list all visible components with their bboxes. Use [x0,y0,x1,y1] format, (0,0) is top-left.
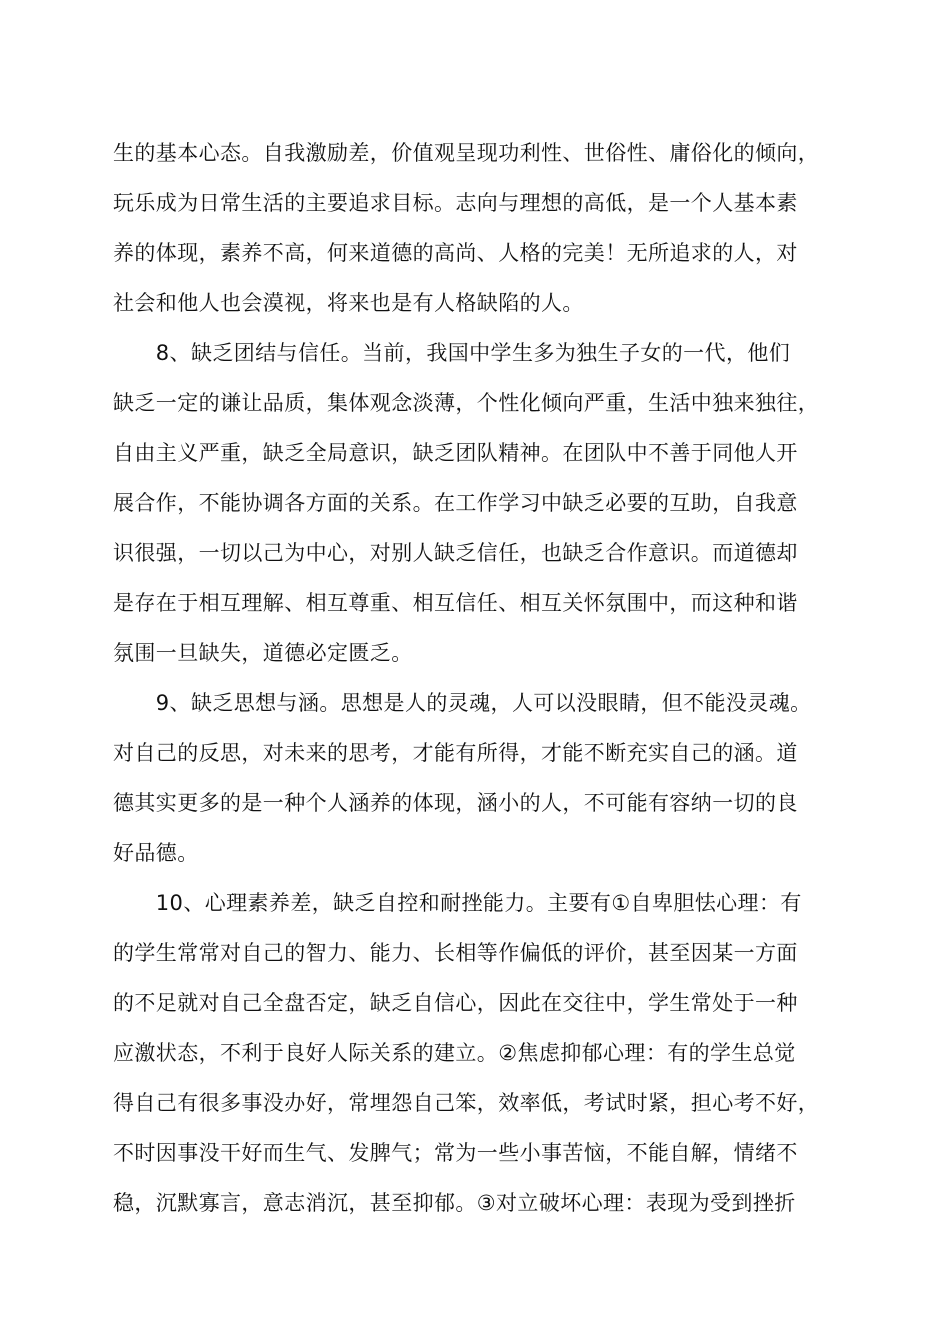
text-line: 的学生常常对自己的智力、能力、长相等作偏低的评价，甚至因某一方面 [113,941,798,965]
text-line: 识很强，一切以己为中心，对别人缺乏信任，也缺乏合作意识。而道德却 [113,541,798,565]
paragraph-8-first-line: 8、缺乏团结与信任。当前，我国中学生多为独生子女的一代，他们 [113,341,791,365]
text-line: 稳，沉默寡言，意志消沉，甚至抑郁。③对立破坏心理：表现为受到挫折 [113,1191,796,1215]
text-line: 德其实更多的是一种个人涵养的体现，涵小的人，不可能有容纳一切的良 [113,791,798,815]
text-line: 应激状态，不利于良好人际关系的建立。②焦虑抑郁心理：有的学生总觉 [113,1041,796,1065]
text-line: 对自己的反思，对未来的思考，才能有所得，才能不断充实自己的涵。道 [113,741,798,765]
text-line: 不时因事没干好而生气、发脾气；常为一些小事苦恼，不能自解，情绪不 [113,1141,798,1165]
paragraph-10-first-line: 10、心理素养差，缺乏自控和耐挫能力。主要有①自卑胆怯心理：有 [113,891,802,915]
text-line: 是存在于相互理解、相互尊重、相互信任、相互关怀氛围中，而这种和谐 [113,591,798,615]
text-line: 好品德。 [113,841,199,865]
text-line: 缺乏一定的谦让品质，集体观念淡薄，个性化倾向严重，生活中独来独往， [113,391,820,415]
text-line: 玩乐成为日常生活的主要追求目标。志向与理想的高低，是一个人基本素 [113,191,798,215]
text-line: 氛围一旦缺失，道德必定匮乏。 [113,641,413,665]
text-line: 得自己有很多事没办好，常埋怨自己笨，效率低，考试时紧，担心考不好， [113,1091,820,1115]
text-line: 自由主义严重，缺乏全局意识，缺乏团队精神。在团队中不善于同他人开 [113,441,798,465]
text-line: 养的体现，素养不高，何来道德的高尚、人格的完美！无所追求的人，对 [113,241,798,265]
text-line: 社会和他人也会漠视，将来也是有人格缺陷的人。 [113,291,584,315]
body-text [113,128,853,1228]
text-line: 生的基本心态。自我激励差，价值观呈现功利性、世俗性、庸俗化的倾向， [113,141,820,165]
text-line: 的不足就对自己全盘否定，缺乏自信心，因此在交往中，学生常处于一种 [113,991,798,1015]
paragraph-9-first-line: 9、缺乏思想与涵。思想是人的灵魂，人可以没眼睛，但不能没灵魂。 [113,691,812,715]
text-line: 展合作，不能协调各方面的关系。在工作学习中缺乏必要的互助，自我意 [113,491,798,515]
